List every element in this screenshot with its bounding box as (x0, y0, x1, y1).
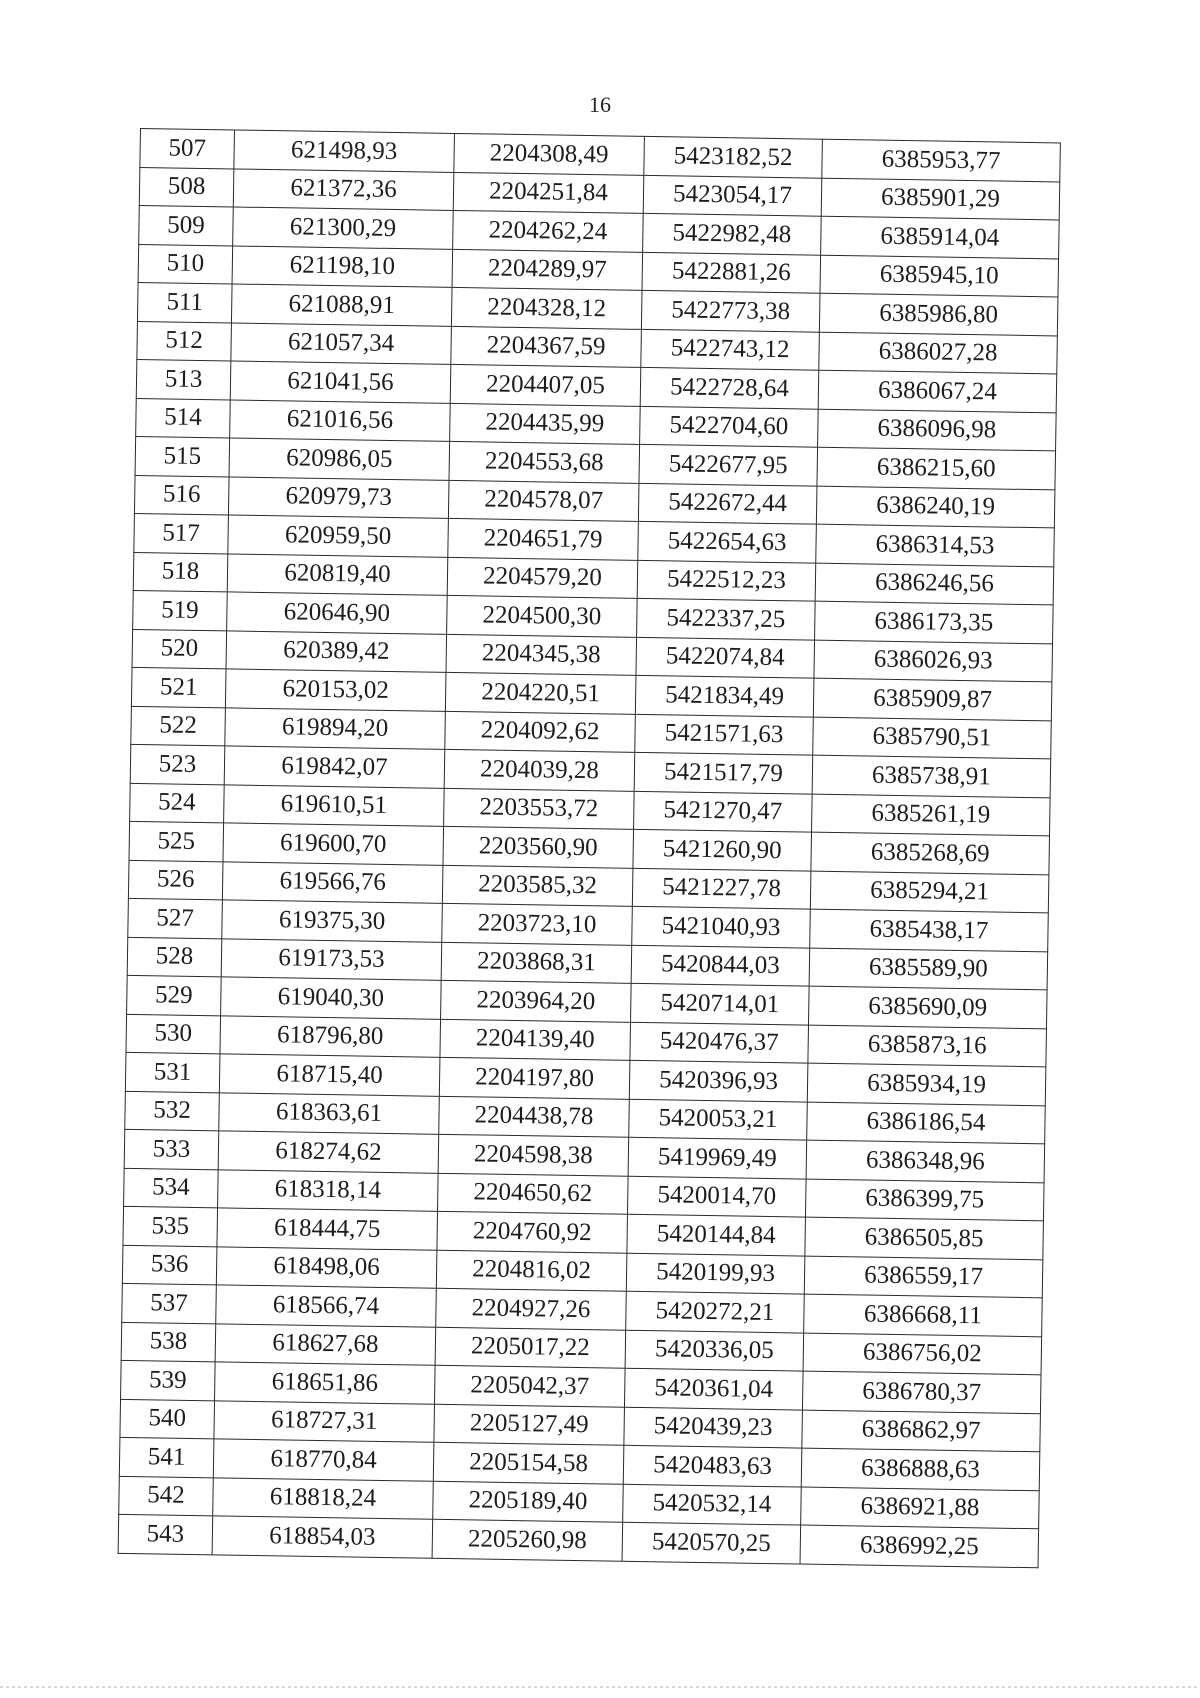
coord-x2-cell: 5420336,05 (625, 1330, 804, 1371)
coord-y2-cell: 6386780,37 (802, 1371, 1041, 1413)
point-number-cell: 527 (128, 898, 223, 938)
point-number-cell: 528 (127, 937, 222, 977)
coord-y1-cell: 2205260,98 (432, 1519, 623, 1560)
point-number-cell: 531 (125, 1052, 220, 1092)
coord-y1-cell: 2203964,20 (441, 980, 632, 1021)
coord-y2-cell: 6386027,28 (819, 332, 1058, 374)
coord-x1-cell: 620153,02 (225, 669, 446, 711)
coord-x1-cell: 619600,70 (223, 823, 444, 865)
coord-y1-cell: 2203723,10 (442, 903, 633, 944)
coord-y1-cell: 2204760,92 (437, 1211, 628, 1252)
coord-x2-cell: 5422677,95 (639, 444, 818, 485)
coord-x2-cell: 5420714,01 (631, 983, 810, 1024)
coord-y2-cell: 6386756,02 (803, 1333, 1042, 1375)
coord-x1-cell: 621057,34 (231, 322, 452, 364)
coord-x2-cell: 5421517,79 (634, 752, 813, 793)
page-number: 16 (589, 92, 611, 117)
coord-y2-cell: 6386067,24 (818, 370, 1057, 412)
coord-x2-cell: 5421227,78 (632, 868, 811, 909)
scan-edge-line (0, 1686, 1200, 1688)
coord-x2-cell: 5420570,25 (622, 1522, 801, 1563)
point-number-cell: 535 (123, 1206, 218, 1246)
coord-x1-cell: 618566,74 (216, 1285, 437, 1327)
point-number-cell: 508 (139, 167, 234, 207)
point-number-cell: 530 (126, 1014, 221, 1054)
coord-x2-cell: 5420144,84 (627, 1214, 806, 1255)
coord-y2-cell: 6386186,54 (807, 1102, 1046, 1144)
coord-y2-cell: 6385790,51 (813, 717, 1052, 759)
point-number-cell: 542 (119, 1476, 214, 1516)
coord-y1-cell: 2204251,84 (453, 172, 644, 213)
coord-y1-cell: 2204308,49 (454, 133, 645, 174)
coord-y1-cell: 2205017,22 (435, 1327, 626, 1368)
coord-y2-cell: 6386026,93 (814, 640, 1053, 682)
coord-y1-cell: 2204220,51 (445, 672, 636, 713)
coord-y1-cell: 2204578,07 (448, 480, 639, 521)
point-number-cell: 515 (135, 436, 230, 476)
coord-x2-cell: 5422881,26 (642, 252, 821, 293)
coord-y2-cell: 6386314,53 (816, 524, 1055, 566)
coord-x2-cell: 5423054,17 (643, 175, 822, 216)
point-number-cell: 517 (134, 513, 229, 553)
coord-x1-cell: 618854,03 (212, 1516, 433, 1558)
point-number-cell: 541 (119, 1437, 214, 1477)
coord-y1-cell: 2204816,02 (436, 1250, 627, 1291)
coordinates-table-container (118, 128, 1060, 1568)
coord-y1-cell: 2204197,80 (439, 1057, 630, 1098)
point-number-cell: 532 (125, 1091, 220, 1131)
point-number-cell: 521 (131, 667, 226, 707)
coord-x2-cell: 5423182,52 (644, 136, 823, 177)
coord-y2-cell: 6386992,25 (800, 1525, 1039, 1567)
coord-x1-cell: 618770,84 (213, 1439, 434, 1481)
coord-y1-cell: 2204139,40 (440, 1019, 631, 1060)
coord-y1-cell: 2204092,62 (445, 711, 636, 752)
point-number-cell: 540 (120, 1399, 215, 1439)
point-number-cell: 534 (124, 1168, 219, 1208)
coord-y1-cell: 2203868,31 (441, 942, 632, 983)
coord-x1-cell: 619842,07 (224, 746, 445, 788)
coord-y2-cell: 6385914,04 (821, 216, 1060, 258)
coord-x1-cell: 619173,53 (221, 938, 442, 980)
coord-y2-cell: 6386240,19 (816, 486, 1055, 528)
coord-y2-cell: 6385738,91 (812, 755, 1051, 797)
coord-x1-cell: 618444,75 (217, 1208, 438, 1250)
coord-x1-cell: 621198,10 (232, 245, 453, 287)
coord-y1-cell: 2205189,40 (433, 1481, 624, 1522)
coord-x1-cell: 621016,56 (230, 399, 451, 441)
point-number-cell: 510 (138, 244, 233, 284)
point-number-cell: 522 (131, 706, 226, 746)
coord-x1-cell: 620959,50 (228, 515, 449, 557)
coord-y2-cell: 6386215,60 (817, 447, 1056, 489)
point-number-cell: 524 (130, 783, 225, 823)
coord-y1-cell: 2204500,30 (447, 595, 638, 636)
coord-y1-cell: 2204651,79 (448, 518, 639, 559)
coord-y1-cell: 2204407,05 (450, 364, 641, 405)
coord-x2-cell: 5422773,38 (641, 290, 820, 331)
coord-y1-cell: 2204435,99 (450, 403, 641, 444)
coord-y2-cell: 6385934,19 (807, 1063, 1046, 1105)
coord-y1-cell: 2204039,28 (444, 749, 635, 790)
point-number-cell: 526 (128, 860, 223, 900)
coord-y1-cell: 2204553,68 (449, 441, 640, 482)
coord-x2-cell: 5420014,70 (627, 1176, 806, 1217)
coord-y1-cell: 2204328,12 (451, 287, 642, 328)
coord-x2-cell: 5422704,60 (640, 406, 819, 447)
coord-x1-cell: 618274,62 (218, 1131, 439, 1173)
point-number-cell: 509 (139, 205, 234, 245)
coord-y2-cell: 6385945,10 (820, 255, 1059, 297)
coord-y2-cell: 6385268,69 (811, 832, 1050, 874)
point-number-cell: 539 (121, 1360, 216, 1400)
coord-x1-cell: 619566,76 (222, 861, 443, 903)
coord-y2-cell: 6386348,96 (806, 1140, 1045, 1182)
coord-y2-cell: 6386888,63 (801, 1448, 1040, 1490)
coord-y1-cell: 2204367,59 (451, 326, 642, 367)
coordinates-table-body (118, 129, 1060, 1568)
point-number-cell: 525 (129, 821, 224, 861)
point-number-cell: 507 (140, 129, 235, 169)
coord-y1-cell: 2203585,32 (442, 865, 633, 906)
coord-x1-cell: 618627,68 (215, 1323, 436, 1365)
coord-x2-cell: 5419969,49 (628, 1137, 807, 1178)
coord-x1-cell: 619894,20 (225, 707, 446, 749)
coord-y2-cell: 6386246,56 (815, 563, 1054, 605)
coord-x1-cell: 620979,73 (228, 476, 449, 518)
coord-y2-cell: 6386668,11 (804, 1294, 1043, 1336)
coord-x2-cell: 5421270,47 (634, 791, 813, 832)
coord-y2-cell: 6386921,88 (801, 1487, 1040, 1529)
coord-x1-cell: 618727,31 (214, 1400, 435, 1442)
coord-y1-cell: 2205127,49 (434, 1404, 625, 1445)
coord-x2-cell: 5420476,37 (630, 1022, 809, 1063)
coord-x2-cell: 5422337,25 (637, 598, 816, 639)
coord-x1-cell: 618796,80 (220, 1015, 441, 1057)
coord-x1-cell: 621041,56 (230, 361, 451, 403)
coord-x1-cell: 618715,40 (219, 1054, 440, 1096)
point-number-cell: 536 (122, 1245, 217, 1285)
coord-x2-cell: 5422982,48 (643, 213, 822, 254)
coord-y1-cell: 2205154,58 (433, 1442, 624, 1483)
coord-x1-cell: 618363,61 (219, 1092, 440, 1134)
coord-x1-cell: 620819,40 (227, 553, 448, 595)
coord-y2-cell: 6385901,29 (821, 178, 1060, 220)
point-number-cell: 533 (124, 1129, 219, 1169)
coordinates-table (118, 128, 1061, 1568)
coord-x2-cell: 5420053,21 (629, 1099, 808, 1140)
coord-y2-cell: 6385909,87 (813, 678, 1052, 720)
coord-x1-cell: 620389,42 (226, 630, 447, 672)
point-number-cell: 512 (137, 321, 232, 361)
coord-y2-cell: 6385294,21 (810, 871, 1049, 913)
coord-x2-cell: 5420483,63 (623, 1445, 802, 1486)
coord-x2-cell: 5420532,14 (623, 1484, 802, 1525)
coord-x1-cell: 618818,24 (213, 1477, 434, 1519)
coord-x2-cell: 5420272,21 (626, 1291, 805, 1332)
point-number-cell: 511 (137, 282, 232, 322)
point-number-cell: 543 (118, 1514, 213, 1554)
coord-x2-cell: 5421260,90 (633, 829, 812, 870)
point-number-cell: 519 (133, 590, 228, 630)
point-number-cell: 537 (122, 1283, 217, 1323)
coord-x1-cell: 621088,91 (231, 284, 452, 326)
coord-x2-cell: 5420844,03 (631, 945, 810, 986)
coord-x1-cell: 618651,86 (215, 1362, 436, 1404)
coord-x1-cell: 619040,30 (221, 977, 442, 1019)
coord-x2-cell: 5420199,93 (626, 1253, 805, 1294)
coord-y1-cell: 2204262,24 (453, 210, 644, 251)
coord-y1-cell: 2203553,72 (444, 788, 635, 829)
coord-x2-cell: 5420396,93 (629, 1060, 808, 1101)
coord-y1-cell: 2204650,62 (438, 1173, 629, 1214)
coord-x2-cell: 5422672,44 (638, 483, 817, 524)
coord-x1-cell: 619375,30 (222, 900, 443, 942)
coord-x2-cell: 5420439,23 (624, 1407, 803, 1448)
point-number-cell: 518 (133, 552, 228, 592)
coord-y1-cell: 2204927,26 (436, 1288, 627, 1329)
point-number-cell: 523 (130, 744, 225, 784)
coord-x2-cell: 5422512,23 (637, 560, 816, 601)
coord-x2-cell: 5422074,84 (636, 637, 815, 678)
coord-x2-cell: 5421834,49 (635, 675, 814, 716)
coord-y1-cell: 2203560,90 (443, 826, 634, 867)
coord-x1-cell: 618498,06 (216, 1246, 437, 1288)
coord-x1-cell: 621498,93 (234, 130, 455, 172)
coord-y2-cell: 6385986,80 (819, 293, 1058, 335)
coord-x2-cell: 5422654,63 (638, 521, 817, 562)
coord-y2-cell: 6386399,75 (805, 1179, 1044, 1221)
coord-x2-cell: 5421040,93 (632, 906, 811, 947)
coord-y2-cell: 6386862,97 (802, 1410, 1041, 1452)
point-number-cell: 529 (127, 975, 222, 1015)
coord-y1-cell: 2204345,38 (446, 634, 637, 675)
coord-y1-cell: 2204289,97 (452, 249, 643, 290)
coord-x2-cell: 5421571,63 (635, 714, 814, 755)
coord-y2-cell: 6385873,16 (808, 1025, 1047, 1067)
coord-y2-cell: 6386505,85 (805, 1217, 1044, 1259)
coord-y2-cell: 6385953,77 (822, 139, 1061, 181)
coord-x2-cell: 5422743,12 (641, 329, 820, 370)
point-number-cell: 538 (121, 1322, 216, 1362)
coord-y2-cell: 6385438,17 (810, 909, 1049, 951)
coord-y1-cell: 2204579,20 (447, 557, 638, 598)
coord-y2-cell: 6385261,19 (812, 794, 1051, 836)
coord-y2-cell: 6386173,35 (815, 601, 1054, 643)
coord-x1-cell: 619610,51 (224, 784, 445, 826)
coord-y1-cell: 2205042,37 (434, 1365, 625, 1406)
coord-y2-cell: 6385690,09 (808, 986, 1047, 1028)
coord-x1-cell: 620986,05 (229, 438, 450, 480)
coord-x1-cell: 621372,36 (233, 168, 454, 210)
coord-y1-cell: 2204598,38 (438, 1134, 629, 1175)
coord-x2-cell: 5420361,04 (624, 1368, 803, 1409)
point-number-cell: 514 (136, 398, 231, 438)
coord-x1-cell: 620646,90 (227, 592, 448, 634)
point-number-cell: 520 (132, 629, 227, 669)
coord-x2-cell: 5422728,64 (640, 367, 819, 408)
coord-y2-cell: 6385589,90 (809, 948, 1048, 990)
coord-x1-cell: 621300,29 (233, 207, 454, 249)
point-number-cell: 513 (136, 359, 231, 399)
coord-x1-cell: 618318,14 (218, 1169, 439, 1211)
coord-y2-cell: 6386096,98 (818, 409, 1057, 451)
point-number-cell: 516 (134, 475, 229, 515)
coord-y1-cell: 2204438,78 (439, 1096, 630, 1137)
coord-y2-cell: 6386559,17 (804, 1256, 1043, 1298)
